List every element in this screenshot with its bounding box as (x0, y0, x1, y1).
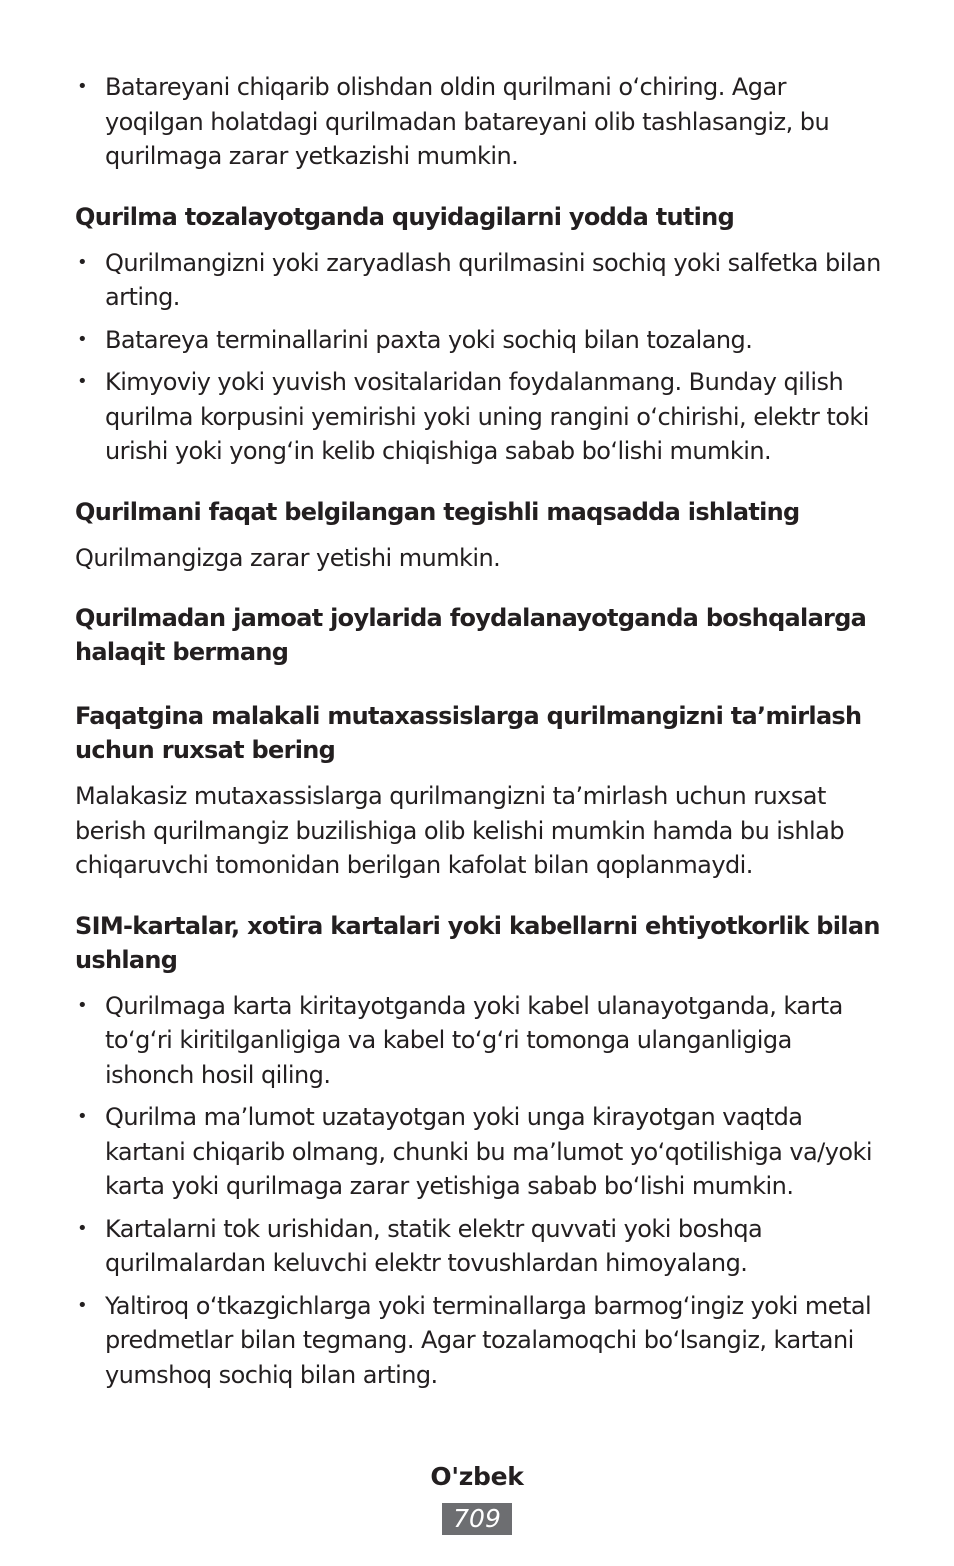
list-item (75, 323, 887, 358)
bullet-icon: • (76, 1217, 88, 1239)
list-item (75, 70, 887, 174)
page-number-badge: 709 (442, 1503, 512, 1535)
list-item (75, 1289, 887, 1393)
list-item (75, 989, 887, 1093)
list-item-text: Kartalarni tok urishidan, statik elektr quvvati yoki boshqa qurilmalardan keluvchi elektr tovushlardan himoyalang. (105, 1214, 763, 1277)
section-heading-repair: Faqatgina malakali mutaxassislarga qurilmangizni ta’mirlash uchun ruxsat bering (75, 702, 862, 764)
page-content (75, 70, 887, 1392)
list-item (75, 1212, 887, 1281)
bullet-icon: • (76, 1106, 88, 1127)
list-item-text: Qurilma ma’lumot uzatayotgan yoki unga kirayotgan vaqtda kartani chiqarib olmang, chunki bu ma’lumot yo‘qotilishiga va/yoki karta yoki qurilmaga zarar yetishiga sabab bo‘lishi mumkin. (105, 1103, 872, 1200)
bullet-icon: • (76, 76, 88, 97)
section-text-purpose: Qurilmangizga zarar yetishi mumkin. (75, 543, 501, 572)
section-heading-purpose: Qurilmani faqat belgilangan tegishli maqsadda ishlating (75, 497, 800, 526)
list-item-text: Qurilmangizni yoki zaryadlash qurilmasini sochiq yoki salfetka bilan arting. (105, 248, 881, 311)
list-item-text: Qurilmaga karta kiritayotganda yoki kabel ulanayotganda, karta to‘g‘ri kiritilganligiga va kabel to‘g‘ri tomonga ulanganligiga ishonch hosil qiling. (105, 991, 843, 1089)
list-item-text: Kimyoviy yoki yuvish vositalaridan foydalanmang. Bunday qilish qurilma korpusini yemirishi yoki uning rangini o‘chirishi, elektr toki urishi yoki yong‘in kelib chiqishiga sabab bo‘lishi mumkin. (105, 368, 869, 465)
section-heading-public: Qurilmadan jamoat joylarida foydalanayotganda boshqalarga halaqit bermang (75, 604, 867, 666)
intro-bullet-list (75, 70, 887, 174)
bullet-icon: • (76, 994, 88, 1016)
list-item-text: Batareyani chiqarib olishdan oldin qurilmani o‘chiring. Agar yoqilgan holatdagi qurilmadan batareyani olib tashlasangiz, bu qurilmaga zarar yetkazishi mumkin. (105, 73, 830, 170)
list-item-text: Batareya terminallarini paxta yoki sochiq bilan tozalang. (105, 325, 753, 354)
cards-bullet-list (75, 989, 887, 1393)
list-item (75, 365, 887, 469)
cleaning-bullet-list (75, 246, 887, 469)
bullet-icon: • (76, 1294, 88, 1316)
footer-language-label: O'zbek (430, 1462, 524, 1491)
section-heading-cleaning: Qurilma tozalayotganda quyidagilarni yodda tuting (75, 202, 735, 231)
bullet-icon: • (76, 251, 88, 273)
bullet-icon: • (76, 371, 88, 392)
section-text-repair: Malakasiz mutaxassislarga qurilmangizni ta’mirlash uchun ruxsat berish qurilmangiz buzilishiga olib kelishi mumkin hamda bu ishlab chiqaruvchi tomonidan berilgan kafolat bilan qoplanmaydi. (75, 782, 845, 879)
bullet-icon: • (76, 328, 88, 350)
section-heading-cards: SIM-kartalar, xotira kartalari yoki kabellarni ehtiyotkorlik bilan ushlang (75, 911, 880, 974)
list-item-text: Yaltiroq o‘tkazgichlarga yoki terminallarga barmog‘ingiz yoki metal predmetlar bilan tegmang. Agar tozalamoqchi bo‘lsangiz, kartani yumshoq sochiq bilan arting. (105, 1291, 872, 1389)
list-item (75, 1100, 887, 1204)
list-item (75, 246, 887, 315)
